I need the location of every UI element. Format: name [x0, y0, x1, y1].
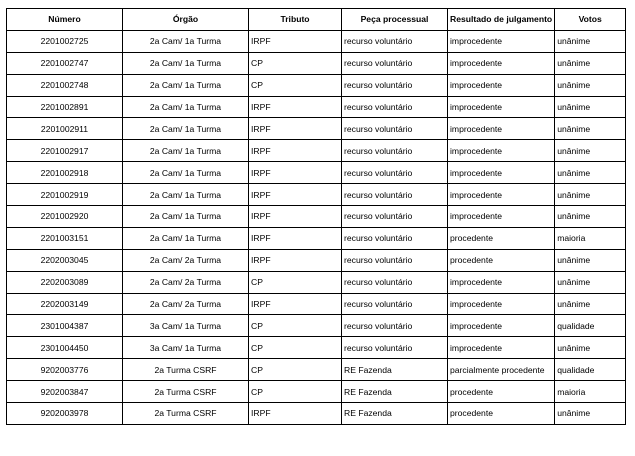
cell-votos: unânime: [555, 162, 626, 184]
header-peca-processual: Peça processual: [342, 9, 448, 31]
cell-resultado: improcedente: [448, 271, 555, 293]
cell-numero: 2202003045: [7, 249, 123, 271]
cell-resultado: improcedente: [448, 337, 555, 359]
cell-resultado: improcedente: [448, 184, 555, 206]
cell-peca-processual: recurso voluntário: [342, 206, 448, 228]
cell-tributo: IRPF: [249, 206, 342, 228]
table-body: [7, 30, 626, 424]
table-row: [7, 403, 626, 425]
cell-tributo: CP: [249, 271, 342, 293]
table-row: [7, 381, 626, 403]
cell-orgao: 2a Cam/ 1a Turma: [123, 96, 249, 118]
cell-votos: unânime: [555, 30, 626, 52]
cell-orgao: 2a Cam/ 2a Turma: [123, 249, 249, 271]
cell-peca-processual: recurso voluntário: [342, 96, 448, 118]
cell-resultado: improcedente: [448, 52, 555, 74]
cell-resultado: improcedente: [448, 140, 555, 162]
table-row: [7, 162, 626, 184]
cell-votos: unânime: [555, 118, 626, 140]
cell-orgao: 2a Turma CSRF: [123, 403, 249, 425]
cell-peca-processual: RE Fazenda: [342, 381, 448, 403]
cell-votos: unânime: [555, 96, 626, 118]
cell-tributo: IRPF: [249, 227, 342, 249]
table-row: [7, 249, 626, 271]
cell-orgao: 3a Cam/ 1a Turma: [123, 337, 249, 359]
table-row: [7, 140, 626, 162]
cell-numero: 2201002918: [7, 162, 123, 184]
cell-orgao: 2a Cam/ 2a Turma: [123, 271, 249, 293]
header-row: [7, 9, 626, 31]
cell-tributo: CP: [249, 315, 342, 337]
cell-votos: unânime: [555, 293, 626, 315]
cell-numero: 2201002747: [7, 52, 123, 74]
cell-numero: 2201002891: [7, 96, 123, 118]
cell-peca-processual: recurso voluntário: [342, 74, 448, 96]
cell-tributo: CP: [249, 359, 342, 381]
cell-peca-processual: recurso voluntário: [342, 271, 448, 293]
table-row: [7, 359, 626, 381]
cell-resultado: improcedente: [448, 118, 555, 140]
cell-peca-processual: recurso voluntário: [342, 337, 448, 359]
header-orgao: Órgão: [123, 9, 249, 31]
cell-votos: unânime: [555, 337, 626, 359]
results-table: [6, 8, 626, 425]
cell-orgao: 2a Cam/ 2a Turma: [123, 293, 249, 315]
cell-votos: unânime: [555, 52, 626, 74]
cell-peca-processual: recurso voluntário: [342, 118, 448, 140]
cell-numero: 2201002919: [7, 184, 123, 206]
cell-orgao: 2a Turma CSRF: [123, 381, 249, 403]
cell-tributo: IRPF: [249, 249, 342, 271]
cell-peca-processual: recurso voluntário: [342, 30, 448, 52]
cell-votos: unânime: [555, 271, 626, 293]
cell-peca-processual: recurso voluntário: [342, 52, 448, 74]
table-row: [7, 337, 626, 359]
cell-numero: 2301004387: [7, 315, 123, 337]
table-container: [6, 8, 626, 425]
table-row: [7, 184, 626, 206]
table-row: [7, 315, 626, 337]
cell-numero: 2201002748: [7, 74, 123, 96]
table-row: [7, 96, 626, 118]
cell-peca-processual: recurso voluntário: [342, 227, 448, 249]
cell-peca-processual: recurso voluntário: [342, 140, 448, 162]
table-row: [7, 74, 626, 96]
cell-numero: 2201002917: [7, 140, 123, 162]
cell-peca-processual: recurso voluntário: [342, 184, 448, 206]
cell-tributo: IRPF: [249, 184, 342, 206]
cell-numero: 2201002725: [7, 30, 123, 52]
cell-numero: 9202003847: [7, 381, 123, 403]
cell-resultado: improcedente: [448, 30, 555, 52]
cell-numero: 2301004450: [7, 337, 123, 359]
cell-numero: 9202003978: [7, 403, 123, 425]
cell-resultado: improcedente: [448, 206, 555, 228]
table-row: [7, 118, 626, 140]
cell-resultado: improcedente: [448, 162, 555, 184]
cell-votos: unânime: [555, 249, 626, 271]
cell-peca-processual: recurso voluntário: [342, 162, 448, 184]
cell-votos: unânime: [555, 403, 626, 425]
cell-tributo: IRPF: [249, 293, 342, 315]
cell-numero: 9202003776: [7, 359, 123, 381]
cell-orgao: 2a Cam/ 1a Turma: [123, 162, 249, 184]
cell-votos: unânime: [555, 140, 626, 162]
cell-resultado: improcedente: [448, 96, 555, 118]
cell-votos: maioria: [555, 381, 626, 403]
cell-orgao: 2a Cam/ 1a Turma: [123, 206, 249, 228]
table-row: [7, 52, 626, 74]
table-row: [7, 271, 626, 293]
cell-votos: maioria: [555, 227, 626, 249]
cell-resultado: improcedente: [448, 74, 555, 96]
cell-tributo: CP: [249, 52, 342, 74]
cell-resultado: improcedente: [448, 315, 555, 337]
cell-tributo: IRPF: [249, 403, 342, 425]
cell-orgao: 3a Cam/ 1a Turma: [123, 315, 249, 337]
cell-orgao: 2a Cam/ 1a Turma: [123, 52, 249, 74]
cell-votos: unânime: [555, 206, 626, 228]
cell-orgao: 2a Cam/ 1a Turma: [123, 74, 249, 96]
cell-tributo: IRPF: [249, 30, 342, 52]
cell-resultado: improcedente: [448, 293, 555, 315]
cell-votos: unânime: [555, 184, 626, 206]
cell-orgao: 2a Cam/ 1a Turma: [123, 184, 249, 206]
cell-orgao: 2a Cam/ 1a Turma: [123, 227, 249, 249]
cell-tributo: IRPF: [249, 140, 342, 162]
cell-orgao: 2a Turma CSRF: [123, 359, 249, 381]
cell-tributo: IRPF: [249, 96, 342, 118]
table-row: [7, 293, 626, 315]
cell-numero: 2201002911: [7, 118, 123, 140]
cell-numero: 2201003151: [7, 227, 123, 249]
cell-tributo: CP: [249, 74, 342, 96]
cell-peca-processual: RE Fazenda: [342, 359, 448, 381]
cell-tributo: CP: [249, 381, 342, 403]
cell-resultado: procedente: [448, 227, 555, 249]
cell-numero: 2202003149: [7, 293, 123, 315]
cell-resultado: parcialmente procedente: [448, 359, 555, 381]
cell-peca-processual: recurso voluntário: [342, 249, 448, 271]
cell-orgao: 2a Cam/ 1a Turma: [123, 30, 249, 52]
cell-peca-processual: recurso voluntário: [342, 293, 448, 315]
cell-votos: qualidade: [555, 315, 626, 337]
cell-votos: qualidade: [555, 359, 626, 381]
header-resultado: Resultado de julgamento: [448, 9, 555, 31]
table-row: [7, 227, 626, 249]
cell-tributo: IRPF: [249, 118, 342, 140]
cell-numero: 2202003089: [7, 271, 123, 293]
cell-resultado: procedente: [448, 403, 555, 425]
cell-orgao: 2a Cam/ 1a Turma: [123, 140, 249, 162]
cell-votos: unânime: [555, 74, 626, 96]
cell-tributo: IRPF: [249, 162, 342, 184]
cell-resultado: procedente: [448, 249, 555, 271]
cell-orgao: 2a Cam/ 1a Turma: [123, 118, 249, 140]
header-tributo: Tributo: [249, 9, 342, 31]
cell-numero: 2201002920: [7, 206, 123, 228]
cell-resultado: procedente: [448, 381, 555, 403]
cell-peca-processual: RE Fazenda: [342, 403, 448, 425]
header-votos: Votos: [555, 9, 626, 31]
table-row: [7, 30, 626, 52]
cell-peca-processual: recurso voluntário: [342, 315, 448, 337]
cell-tributo: CP: [249, 337, 342, 359]
header-numero: Número: [7, 9, 123, 31]
table-row: [7, 206, 626, 228]
